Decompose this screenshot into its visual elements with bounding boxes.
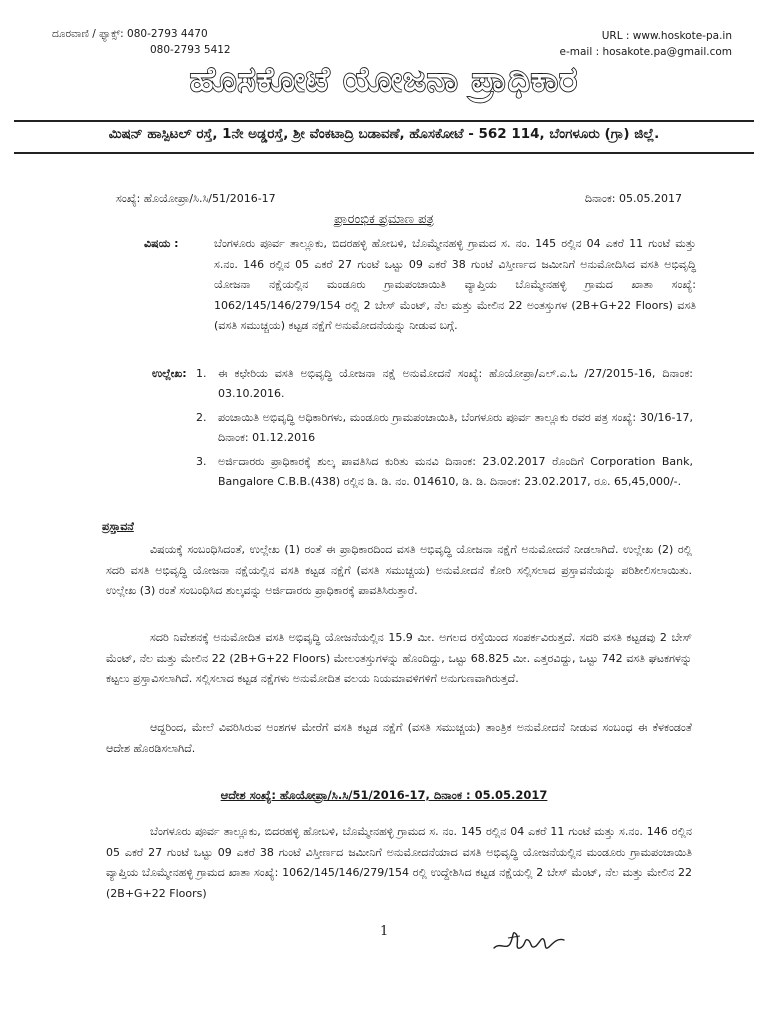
reference-number-2: 2. (196, 411, 207, 424)
paragraph-1: ವಿಷಯಕ್ಕೆ ಸಂಬಂಧಿಸಿದಂತೆ, ಉಲ್ಲೇಖ (1) ರಂತೆ ಈ ಪ್ರಾಧಿಕಾರದಿಂದ ವಸತಿ ಅಭಿವೃದ್ಧಿ ಯೋಜನಾ ನಕ್ಷೆಗೆ ಅನುಮೋದನೆ ನೀಡಲಾಗಿದೆ. ಉಲ್ಲೇಖ (2) ರಲ್ಲಿ ಸದರಿ ವಸತಿ ಅಭಿವೃದ್ಧಿ ಯೋಜನಾ ನಕ್ಷೆಯಲ್ಲಿನ ವಸತಿ ಕಟ್ಟಡ ನಕ್ಷೆಗೆ (ವಸತಿ ಸಮುಚ್ಚಯ) ಅನುಮೋದನೆ ಕೋರಿ ಸಲ್ಲಿಸಲಾದ ಪ್ರಸ್ತಾವನೆಯನ್ನು ಪರಿಶೀಲಿಸಲಾಯಿತು. ಉಲ್ಲೇಖ (3) ರಂತೆ ಸಂಬಂಧಿಸಿದ ಶುಲ್ಕವನ್ನು ಅರ್ಜಿದಾರರು ಪ್ರಾಧಿಕಾರಕ್ಕೆ ಪಾವತಿಸಿರುತ್ತಾರೆ. (106, 543, 692, 597)
document-title: ಪ್ರಾರಂಭಿಕ ಪ್ರಮಾಣ ಪತ್ರ (334, 212, 434, 227)
email-address: e-mail : hosakote.pa@gmail.com (559, 46, 732, 58)
signature (490, 924, 570, 958)
reference-item (196, 364, 693, 404)
references-label: ಉಲ್ಲೇಖ: (152, 367, 187, 380)
paragraph-2: ಸದರಿ ನಿವೇಶನಕ್ಕೆ ಅನುಮೋದಿತ ವಸತಿ ಅಭಿವೃದ್ಧಿ ಯೋಜನೆಯಲ್ಲಿನ 15.9 ಮೀ. ಅಗಲದ ರಸ್ತೆಯಿಂದ ಸಂಪರ್ಕವಿರುತ್ತದೆ. ಸದರಿ ವಸತಿ ಕಟ್ಟಡವು 2 ಬೇಸ್ ಮೆಂಟ್, ನೆಲ ಮತ್ತು ಮೇಲಿನ 22 (2B+G+22 Floors) ಮೇಲಂತಸ್ತುಗಳನ್ನು ಹೊಂದಿದ್ದು, ಒಟ್ಟು 68.825 ಮೀ. ಎತ್ತರವಿದ್ದು, ಒಟ್ಟು 742 ವಸತಿ ಘಟಕಗಳನ್ನು ಕಟ್ಟಲು ಪ್ರಸ್ತಾವಿಸಲಾಗಿದೆ. ಸಲ್ಲಿಸಲಾದ ಕಟ್ಟಡ ನಕ್ಷೆಗಳು ಅನುಮೋದಿತ ವಲಯ ನಿಯಮಾವಳಿಗಳಿಗೆ ಅನುಗುಣವಾಗಿರುತ್ತದೆ. (106, 631, 692, 685)
header-rule-top (14, 120, 754, 122)
contact-block (559, 28, 732, 60)
reference-text-1: ಈ ಕಛೇರಿಯ ವಸತಿ ಅಭಿವೃದ್ಧಿ ಯೋಜನಾ ನಕ್ಷೆ ಅನುಮೋದನೆ ಸಂಖ್ಯೆ: ಹೊಯೋಪ್ರಾ/ಎಲ್.ಎ.ಓ /27/2015-16, ದಿನಾಂಕ: 03.10.2016. (218, 367, 693, 400)
page-number: 1 (380, 924, 389, 939)
preamble-heading: ಪ್ರಸ್ತಾವನೆ (102, 520, 134, 533)
paragraph-4: ಬೆಂಗಳೂರು ಪೂರ್ವ ತಾಲ್ಲೂಕು, ಬಿದರಹಳ್ಳಿ ಹೋಬಳಿ, ಬೊಮ್ಮೇನಹಳ್ಳಿ ಗ್ರಾಮದ ಸ. ನಂ. 145 ರಲ್ಲಿನ 04 ಎಕರೆ 11 ಗುಂಟೆ ಮತ್ತು ಸ.ನಂ. 146 ರಲ್ಲಿನ 05 ಎಕರೆ 27 ಗುಂಟೆ ಒಟ್ಟು 09 ಎಕರೆ 38 ಗುಂಟೆ ವಿಸ್ತೀರ್ಣದ ಜಮೀನಿಗೆ ಅನುಮೋದನೆಯಾದ ವಸತಿ ಅಭಿವೃದ್ಧಿ ಯೋಜನೆಯಲ್ಲಿನ ಮಂಡೂರು ಗ್ರಾಮಪಂಚಾಯಿತಿ ವ್ಯಾಪ್ತಿಯ ಬೊಮ್ಮೇನಹಳ್ಳಿ ಗ್ರಾಮದ ಖಾತಾ ಸಂಖ್ಯೆ: 1062/145/146/279/154 ರಲ್ಲಿ ಉದ್ದೇಶಿಸಿದ ಕಟ್ಟಡ ನಕ್ಷೆಯಲ್ಲಿ 2 ಬೇಸ್ ಮೆಂಟ್, ನೆಲ ಮತ್ತು ಮೇಲಿನ 22 (2B+G+22 Floors) (106, 825, 692, 900)
reference-number-3: 3. (196, 455, 207, 468)
header-rule-bottom (14, 152, 754, 154)
reference-item (196, 452, 693, 492)
organization-address: ಮಿಷನ್ ಹಾಸ್ಪಿಟಲ್ ರಸ್ತೆ, 1ನೇ ಅಡ್ಡರಸ್ತೆ, ಶ್ರೀ ವೆಂಕಟಾದ್ರಿ ಬಡಾವಣೆ, ಹೊಸಕೋಟೆ - 562 114, ಬೆಂಗಳೂರು (ಗ್ರಾ) ಜಿಲ್ಲೆ. (108, 126, 660, 142)
order-number-line: ಆದೇಶ ಸಂಖ್ಯೆ: ಹೊಯೋಪ್ರಾ/ಸಿ.ಸಿ/51/2016-17, ದಿನಾಂಕ : 05.05.2017 (220, 788, 548, 802)
subject-block (136, 234, 696, 337)
phone-line-2: 080-2793 5412 (150, 44, 231, 56)
organization-name: ಹೊಸಕೋಟೆ ಯೋಜನಾ ಪ್ರಾಧಿಕಾರ (189, 60, 579, 100)
reference-item (196, 408, 693, 448)
subject-text: ಬೆಂಗಳೂರು ಪೂರ್ವ ತಾಲ್ಲೂಕು, ಬಿದರಹಳ್ಳಿ ಹೋಬಳಿ, ಬೊಮ್ಮೇನಹಳ್ಳಿ ಗ್ರಾಮದ ಸ. ನಂ. 145 ರಲ್ಲಿನ 04 ಎಕರೆ 11 ಗುಂಟೆ ಮತ್ತು ಸ.ನಂ. 146 ರಲ್ಲಿನ 05 ಎಕರೆ 27 ಗುಂಟೆ ಒಟ್ಟು 09 ಎಕರೆ 38 ಗುಂಟೆ ವಿಸ್ತೀರ್ಣದ ಜಮೀನಿಗೆ ಅನುಮೋದಿಸಿದ ವಸತಿ ಅಭಿವೃದ್ಧಿ ಯೋಜನಾ ನಕ್ಷೆಯಲ್ಲಿನ ಮಂಡೂರು ಗ್ರಾಮಪಂಚಾಯಿತಿ ವ್ಯಾಪ್ತಿಯ ಬೊಮ್ಮೇನಹಳ್ಳಿ ಗ್ರಾಮದ ಖಾತಾ ಸಂಖ್ಯೆ: 1062/145/146/279/154 ರಲ್ಲಿ 2 ಬೇಸ್ ಮೆಂಟ್, ನೆಲ ಮತ್ತು ಮೇಲಿನ 22 ಅಂತಸ್ತುಗಳ (2B+G+22 Floors) ವಸತಿ (ವಸತಿ ಸಮುಚ್ಚಯ) ಕಟ್ಟಡ ನಕ್ಷೆಗೆ ಅನುಮೋದನೆಯನ್ನು ನೀಡುವ ಬಗ್ಗೆ. (214, 237, 696, 332)
paragraph-3: ಆದ್ದರಿಂದ, ಮೇಲೆ ವಿವರಿಸಿರುವ ಅಂಶಗಳ ಮೇರೆಗೆ ವಸತಿ ಕಟ್ಟಡ ನಕ್ಷೆಗೆ (ವಸತಿ ಸಮುಚ್ಚಯ) ತಾಂತ್ರಿಕ ಅನುಮೋದನೆ ನೀಡುವ ಸಂಬಂಧ ಈ ಕೆಳಕಂಡಂತೆ ಆದೇಶ ಹೊರಡಿಸಲಾಗಿದೆ. (106, 721, 692, 755)
phone-line-1: ದೂರವಾಣಿ / ಫ್ಯಾಕ್ಸ್: 080-2793 4470 (52, 28, 208, 40)
reference-text-2: ಪಂಚಾಯಿತಿ ಅಭಿವೃದ್ಧಿ ಅಧಿಕಾರಿಗಳು, ಮಂಡೂರು ಗ್ರಾಮಪಂಚಾಯಿತಿ, ಬೆಂಗಳೂರು ಪೂರ್ವ ತಾಲ್ಲೂಕು ರವರ ಪತ್ರ ಸಂಖ್ಯೆ: 30/16-17, ದಿನಾಂಕ: 01.12.2016 (218, 411, 693, 444)
reference-number: ಸಂಖ್ಯೆ: ಹೊಯೋಪ್ರಾ/ಸಿ.ಸಿ/51/2016-17 (116, 192, 276, 205)
subject-label: ವಿಷಯ : (144, 237, 179, 250)
reference-date: ದಿನಾಂಕ: 05.05.2017 (584, 192, 682, 205)
website-url: URL : www.hoskote-pa.in (601, 30, 732, 42)
phone-fax (52, 26, 231, 58)
references-block (148, 364, 693, 496)
reference-text-3: ಅರ್ಜಿದಾರರು ಪ್ರಾಧಿಕಾರಕ್ಕೆ ಶುಲ್ಕ ಪಾವತಿಸಿದ ಕುರಿತು ಮನವಿ ದಿನಾಂಕ: 23.02.2017 ರೊಂದಿಗೆ Corporation Bank, Bangalore C.B.B.(438) ರಲ್ಲಿನ ಡಿ. ಡಿ. ನಂ. 014610, ಡಿ. ಡಿ. ದಿನಾಂಕ: 23.02.2017, ರೂ. 65,45,000/-. (218, 455, 693, 488)
reference-number-1: 1. (196, 367, 207, 380)
references-list (196, 364, 693, 492)
